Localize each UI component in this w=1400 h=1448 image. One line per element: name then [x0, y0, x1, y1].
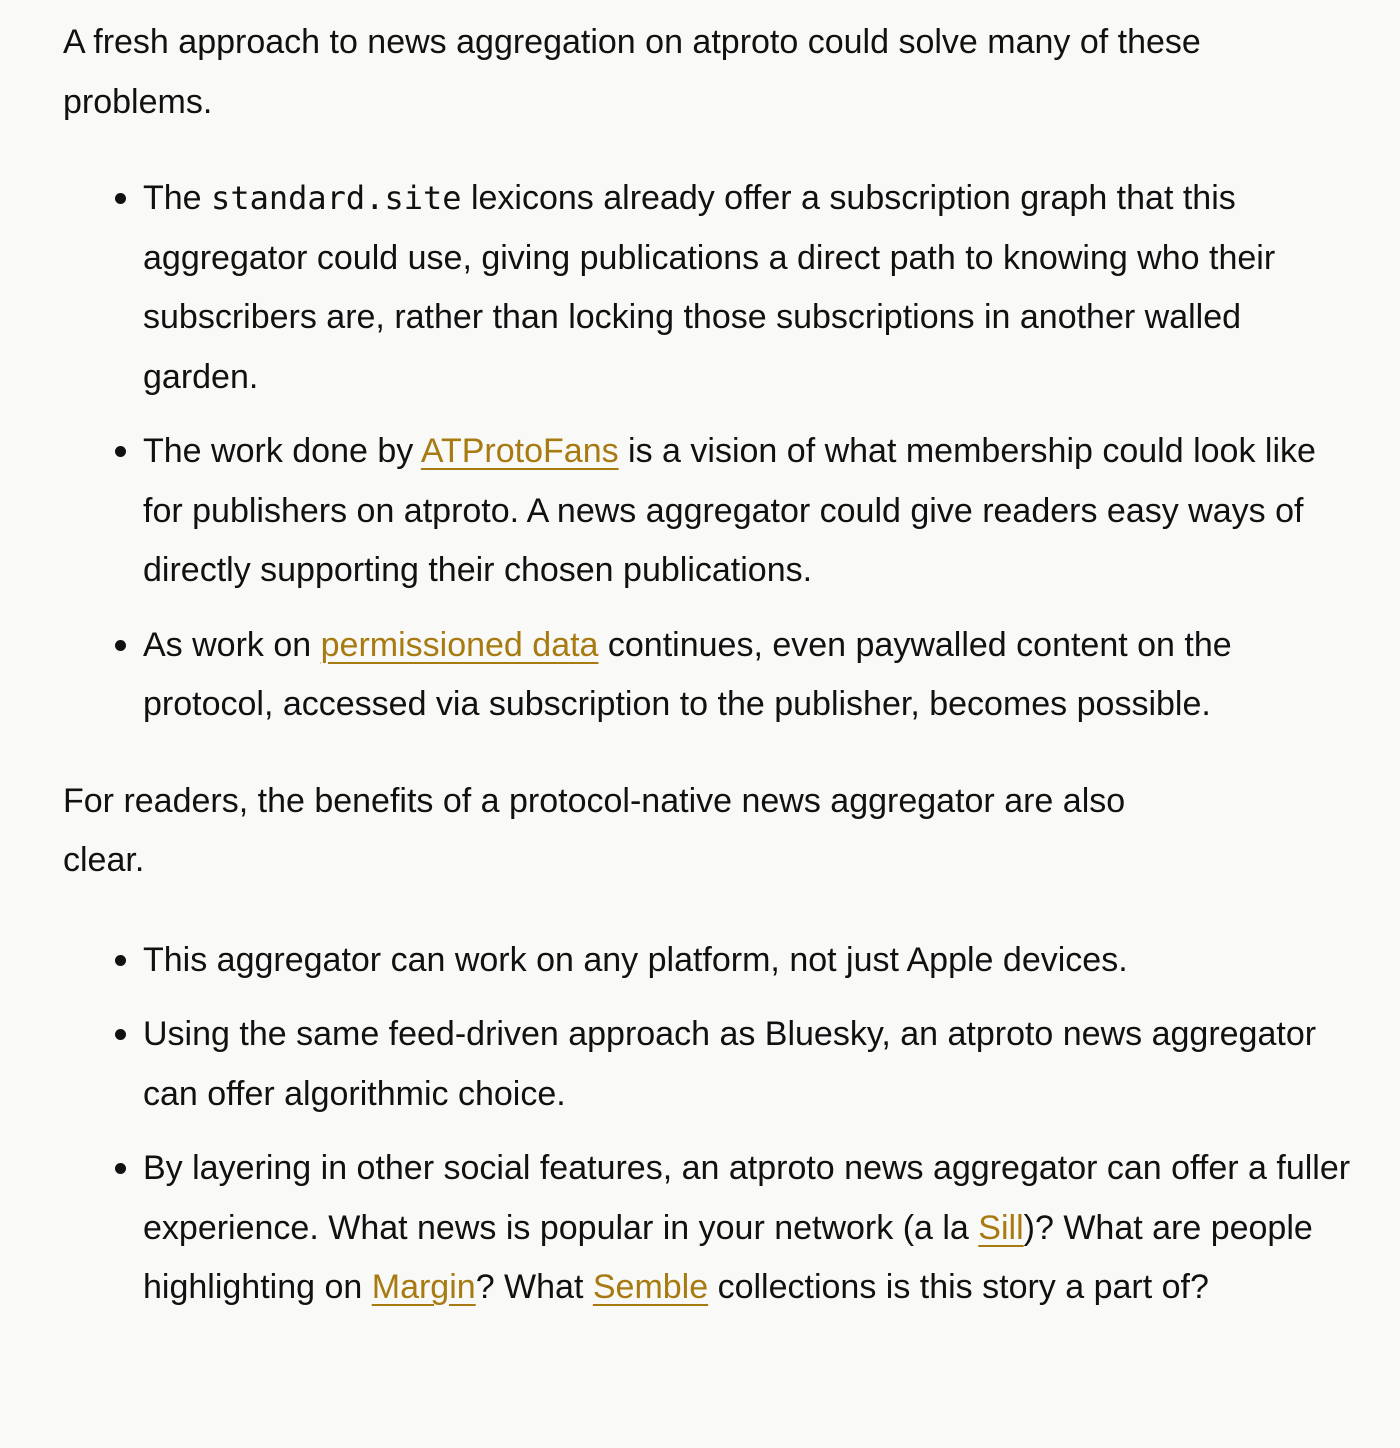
list-item-text: By layering in other social features, an atproto news aggregator can offer a fuller experience. What news is popular in your network (a la	[143, 1149, 1351, 1247]
list-item-text: collections is this story a part of?	[708, 1268, 1209, 1306]
list-item-text: lexicons already offer a subscription graph that this aggregator could use, giving publications a direct path to knowing who their subscribers are, rather than locking those subscriptions in another walled garden.	[143, 179, 1276, 396]
reader-benefits-list	[63, 931, 1363, 1318]
list-item	[63, 169, 1363, 407]
list-item-text: This aggregator can work on any platform, not just Apple devices.	[143, 940, 1128, 979]
list-item-text: As work on	[143, 625, 321, 664]
bullet-icon	[115, 1163, 126, 1174]
list-item	[63, 1005, 1363, 1124]
list-item-text: )? What are people highlighting on	[143, 1208, 1313, 1306]
publisher-benefits-list	[63, 169, 1363, 735]
sill-link[interactable]: Sill	[978, 1208, 1024, 1247]
list-item-text: is a vision of what membership could look like for publishers on atproto. A news aggregator could give readers easy ways of directly supporting their chosen publications.	[143, 432, 1316, 589]
bullet-icon	[115, 1029, 126, 1040]
permissioned-data-link[interactable]: permissioned data	[320, 625, 599, 664]
margin-link[interactable]: Margin	[371, 1268, 476, 1306]
list-item-text: Using the same feed-driven approach as Bluesky, an atproto news aggregator can offer algorithmic choice.	[143, 1015, 1317, 1113]
atprotofans-link[interactable]: ATProtoFans	[420, 432, 619, 470]
list-item-text: The	[143, 179, 212, 217]
list-item	[63, 616, 1363, 735]
bullet-icon	[115, 446, 126, 457]
list-item	[63, 931, 1363, 991]
list-item	[63, 422, 1363, 601]
readers-paragraph: For readers, the benefits of a protocol-native news aggregator are also clear.	[63, 781, 1126, 879]
list-item-text: ? What	[475, 1268, 593, 1306]
list-item	[63, 1139, 1363, 1318]
intro-paragraph: A fresh approach to news aggregation on atproto could solve many of these problems.	[63, 23, 1201, 121]
list-item-text: The work done by	[143, 432, 421, 470]
semble-link[interactable]: Semble	[592, 1268, 709, 1306]
inline-code: standard.site	[211, 179, 462, 217]
bullet-icon	[115, 193, 126, 204]
article-body	[63, 0, 1363, 1318]
list-item-text: continues, even paywalled content on the protocol, accessed via subscription to the publisher, becomes possible.	[143, 625, 1232, 723]
bullet-icon	[115, 955, 126, 966]
bullet-icon	[115, 640, 126, 651]
